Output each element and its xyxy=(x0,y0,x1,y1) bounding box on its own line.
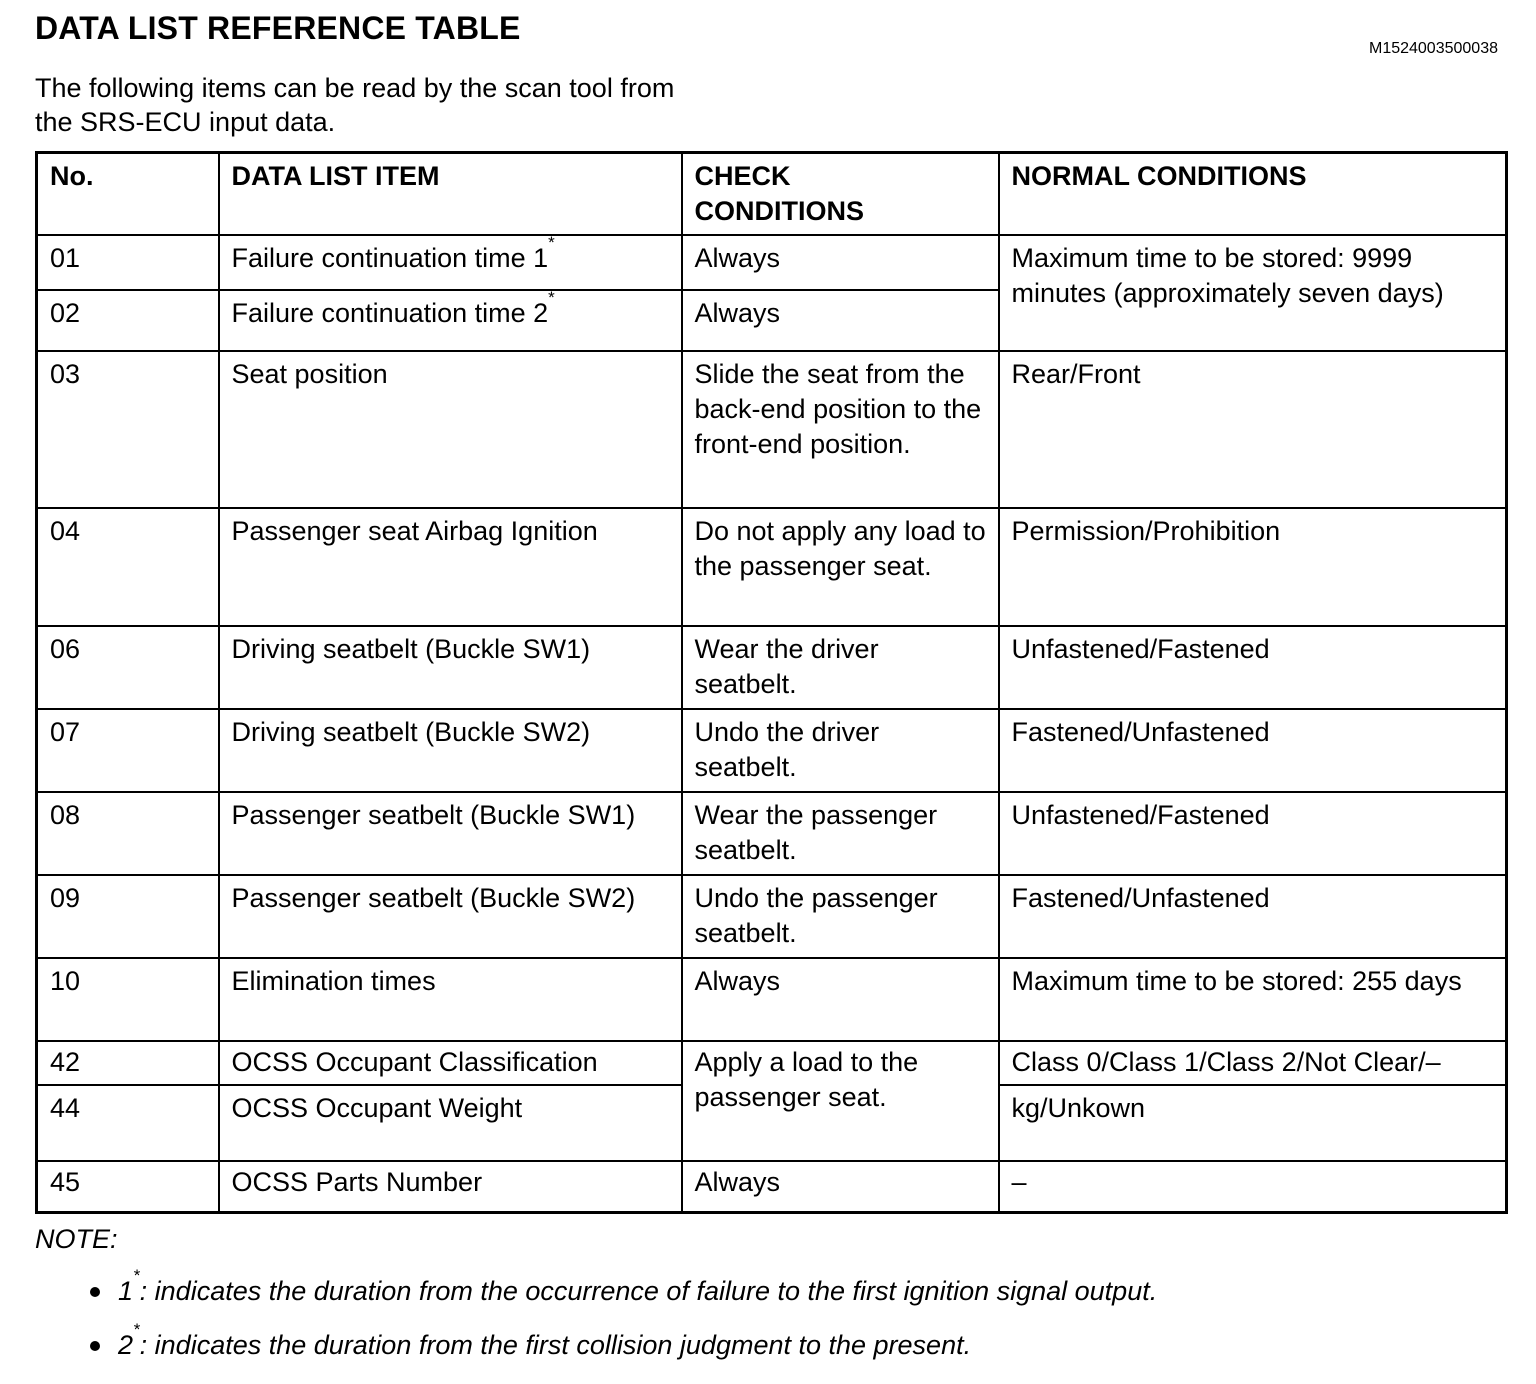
table-row xyxy=(37,792,1507,875)
note-item xyxy=(35,1266,1506,1309)
table-row xyxy=(37,508,1507,626)
cell-item: Passenger seatbelt (Buckle SW1) xyxy=(219,792,682,875)
cell-no: 44 xyxy=(37,1085,219,1161)
table-header-row xyxy=(37,153,1507,235)
cell-item: Driving seatbelt (Buckle SW2) xyxy=(219,709,682,792)
cell-check: Slide the seat from the back-end position to the front-end position. xyxy=(682,351,999,508)
intro-text: The following items can be read by the scan tool from the SRS-ECU input data. xyxy=(35,73,675,137)
cell-no: 09 xyxy=(37,875,219,958)
cell-normal: kg/Unkown xyxy=(999,1085,1507,1161)
cell-normal: Fastened/Unfastened xyxy=(999,875,1507,958)
cell-check: Always xyxy=(682,290,999,351)
header-normal: NORMAL CONDITIONS xyxy=(999,153,1507,235)
note-body: : indicates the duration from the occurrence of failure to the first ignition signal output. xyxy=(139,1276,1158,1306)
cell-check: Wear the passenger seatbelt. xyxy=(682,792,999,875)
cell-no: 04 xyxy=(37,508,219,626)
data-list-reference-table xyxy=(35,151,1508,1214)
cell-item: OCSS Occupant Classification xyxy=(219,1041,682,1085)
cell-check: Do not apply any load to the passenger seat. xyxy=(682,508,999,626)
note-body: : indicates the duration from the first collision judgment to the present. xyxy=(139,1330,972,1360)
cell-check: Undo the passenger seatbelt. xyxy=(682,875,999,958)
header-no: No. xyxy=(37,153,219,235)
cell-check: Always xyxy=(682,235,999,290)
cell-item: Passenger seat Airbag Ignition xyxy=(219,508,682,626)
cell-no: 45 xyxy=(37,1161,219,1213)
note-label: NOTE: xyxy=(35,1224,118,1254)
cell-item: Elimination times xyxy=(219,958,682,1041)
asterisk-mark: * xyxy=(133,1266,140,1285)
cell-item: OCSS Parts Number xyxy=(219,1161,682,1213)
table-row xyxy=(37,626,1507,709)
note-text xyxy=(118,1320,972,1363)
bullet-dot xyxy=(90,1341,100,1351)
asterisk-mark: * xyxy=(133,1320,140,1339)
table-row xyxy=(37,1161,1507,1213)
note-num: 1 xyxy=(118,1276,134,1306)
cell-no: 03 xyxy=(37,351,219,508)
table-row xyxy=(37,351,1507,508)
cell-item xyxy=(219,235,682,290)
cell-no: 01 xyxy=(37,235,219,290)
cell-normal: Maximum time to be stored: 9999 minutes (approximately seven days) xyxy=(999,235,1507,351)
document-code: M1524003500038 xyxy=(1368,40,1498,57)
cell-check: Always xyxy=(682,958,999,1041)
cell-check: Apply a load to the passenger seat. xyxy=(682,1041,999,1161)
page-title: DATA LIST REFERENCE TABLE xyxy=(35,10,521,46)
header-check xyxy=(682,153,999,235)
cell-normal: Rear/Front xyxy=(999,351,1507,508)
asterisk-mark: * xyxy=(548,289,555,307)
cell-check: Undo the driver seatbelt. xyxy=(682,709,999,792)
item-text: Failure continuation time 1 xyxy=(231,242,549,273)
cell-normal: Unfastened/Fastened xyxy=(999,626,1507,709)
table-row xyxy=(37,709,1507,792)
cell-no: 42 xyxy=(37,1041,219,1085)
asterisk-mark: * xyxy=(548,234,555,252)
cell-normal: Unfastened/Fastened xyxy=(999,792,1507,875)
cell-item: OCSS Occupant Weight xyxy=(219,1085,682,1161)
cell-item xyxy=(219,290,682,351)
table-row xyxy=(37,235,1507,290)
table-row xyxy=(37,958,1507,1041)
note-text xyxy=(118,1266,1158,1309)
cell-normal: Fastened/Unfastened xyxy=(999,709,1507,792)
cell-no: 02 xyxy=(37,290,219,351)
note-num: 2 xyxy=(118,1330,134,1360)
cell-no: 07 xyxy=(37,709,219,792)
cell-normal: Class 0/Class 1/Class 2/Not Clear/– xyxy=(999,1041,1507,1085)
note-item xyxy=(35,1320,1506,1363)
cell-no: 06 xyxy=(37,626,219,709)
header-check-label: CHECK CONDITIONS xyxy=(694,161,865,226)
cell-no: 08 xyxy=(37,792,219,875)
cell-item: Seat position xyxy=(219,351,682,508)
header-item: DATA LIST ITEM xyxy=(219,153,682,235)
bullet-dot xyxy=(90,1287,100,1297)
cell-item: Passenger seatbelt (Buckle SW2) xyxy=(219,875,682,958)
table-row xyxy=(37,1041,1507,1085)
cell-normal: Maximum time to be stored: 255 days xyxy=(999,958,1507,1041)
table-row xyxy=(37,875,1507,958)
cell-normal: Permission/Prohibition xyxy=(999,508,1507,626)
cell-check: Always xyxy=(682,1161,999,1213)
cell-item: Driving seatbelt (Buckle SW1) xyxy=(219,626,682,709)
cell-normal: – xyxy=(999,1161,1507,1213)
cell-no: 10 xyxy=(37,958,219,1041)
cell-check: Wear the driver seatbelt. xyxy=(682,626,999,709)
item-text: Failure continuation time 2 xyxy=(231,297,549,328)
